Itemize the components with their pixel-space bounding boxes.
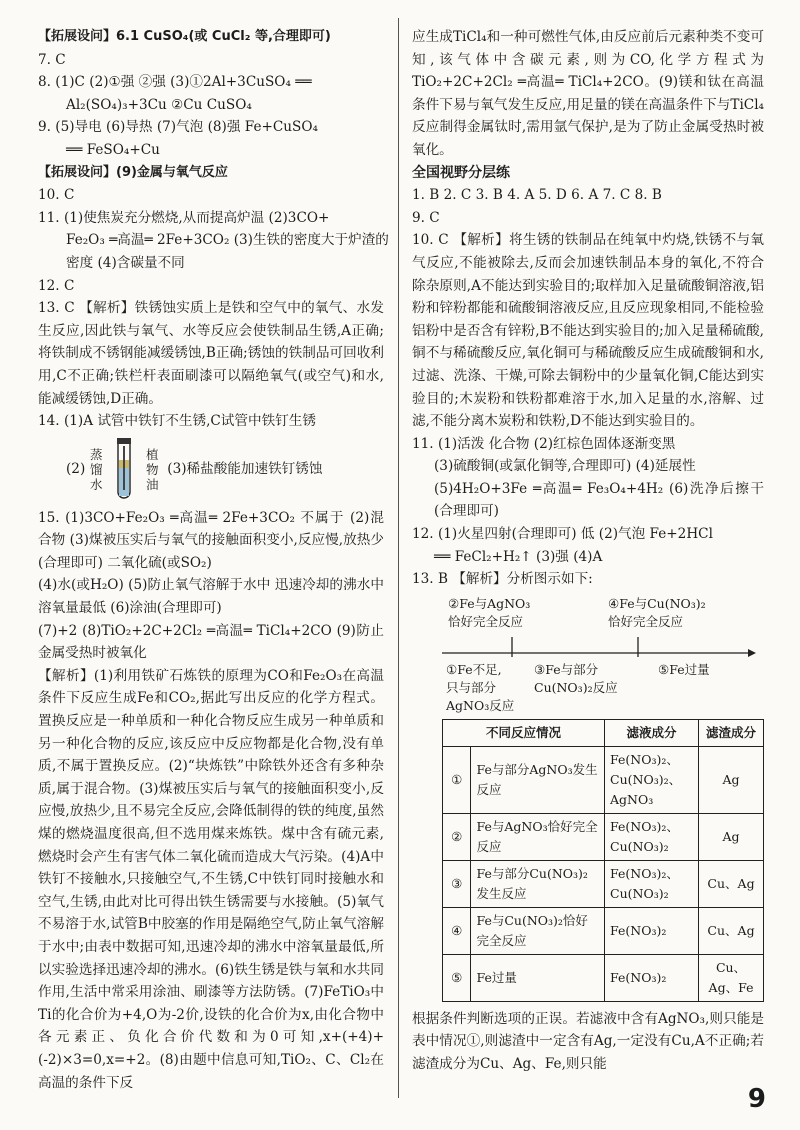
table-row: ② Fe与AgNO₃恰好完全反应 Fe(NO₃)₂、Cu(NO₃)₂ Ag [443,813,764,860]
left-column [38,26,389,1094]
test-tube-icon [109,438,139,502]
tube-part-label: (2) [66,461,86,478]
answer-8: 8. (1)C (2)①强 ②强 (3)①2Al+3CuSO₄ ══ [38,74,312,91]
diagram-label-1: ①Fe不足, [446,661,502,677]
reaction-diagram [438,595,758,713]
plant-oil-label: 植 物 油 [146,447,159,493]
table-header-filtrate: 滤液成分 [605,719,699,746]
table-row: ① Fe与部分AgNO₃发生反应 Fe(NO₃)₂、Cu(NO₃)₂、AgNO₃ Ag [443,746,764,813]
diagram-label-2b: 恰好完全反应 [448,613,524,629]
answer-14: 14. (1)A 试管中铁钉不生锈,C试管中铁钉生锈 [38,413,316,430]
answer-11-cont2-national: (5)4H₂O+3Fe ═高温═ Fe₃O₄+4H₂ (6)洗净后擦干(合理即可) [434,480,764,520]
answer-10-national: 10. C 【解析】将生锈的铁制品在纯氧中灼烧,铁锈不与氧气反应,不能被除去,反而会加速铁制品本身的氧化,不符合除杂原则,A不能达到实验目的;取样加入足量硫酸铜溶液,铝粉和锌粉都能和硫酸铜溶液反应,且反应现象相同,不能检验铝粉中是否含有锌粉,B不能达到实验目的;加入足量稀硫酸,铜不与稀硫酸反应,氧化铜可与稀硫酸反应生成硫酸铜和水,过滤、洗涤、干燥,可除去铜粉中的少量氧化铜,C能达到实验目的;木炭粉和铁粉都难溶于水,加入足量的水,溶解、过滤,不能分离木炭粉和铁粉,D不能达到实验目的。 [412,232,764,430]
answer-11-national: 11. (1)活泼 化合物 (2)红棕色固体逐渐变黑 [412,435,676,452]
answer-10: 10. C [38,187,75,204]
answer-15: 15. (1)3CO+Fe₂O₃ ═高温═ 2Fe+3CO₂ 不属于 (2)混合物 (3)煤被压实后与氧气的接触面积变小,反应慢,放热少(合理即可) 二氧化硫(或SO₂) [38,509,384,571]
extension-question-2: 【拓展设问】(9)金属与氧气反应 [38,164,228,180]
diagram-label-2: ②Fe与AgNO₃ [448,595,531,611]
answer-15-analysis: 【解析】(1)利用铁矿石炼铁的原理为CO和Fe₂O₃在高温条件下反应生成Fe和CO₂,据此写出反应的化学方程式。置换反应是一种单质和一种化合物反应生成另一种单质和另一种化合物的反应,该反应中反应物都是化合物,没有单质,不属于置换反应。(2)“块炼铁”中除铁外还含有多种杂质,属于混合物。(3)煤被压实后与氧气的接触面积变小,反应慢,放热少,且不易完全反应,会降低制得的铁的纯度,虽然煤的燃烧温度很高,但不选用煤来炼铁。煤中含有硫元素,燃烧时会产生有害气体二氧化硫而造成大气污染。(4)A中铁钉不接触水,只接触空气,不生锈,C中铁钉同时接触水和空气,生锈,由此对比可得出铁生锈需要与水接触。(5)氧气不易溶于水,试管B中胶塞的作用是隔绝空气,防止氧气溶解于水中;由表中数据可知,迅速冷却的沸水中溶氧量最低,所以实验选择迅速冷却的沸水。(6)铁生锈是铁与氧和水共同作用,生活中常采用涂油、刷漆等方法防锈。(7)FeTiO₃中Ti的化合价为+4,O为-2价,设铁的化合价为x,由化合物中各元素正、负化合价代数和为0可知,x+(+4)+(-2)×3=0,x=+2。(8)由题中信息可知,TiO₂、C、Cl₂在高温的条件下反 [38,667,384,1091]
right-column [412,26,764,1076]
answer-12: 12. C [38,277,75,294]
answers-1-8: 1. B 2. C 3. B 4. A 5. D 6. A 7. C 8. B [412,187,662,204]
diagram-label-1c: AgNO₃反应 [446,697,515,713]
diagram-label-3b: Cu(NO₃)₂反应 [534,679,618,695]
diagram-label-1b: 只与部分 [446,679,497,695]
diagram-label-4: ④Fe与Cu(NO₃)₂ [608,595,706,611]
test-tube-figure [66,437,384,503]
diagram-label-3: ③Fe与部分 [534,661,599,677]
answer-8-cont: Al₂(SO₄)₃+3Cu ②Cu CuSO₄ [66,96,252,113]
table-row: ③ Fe与部分Cu(NO₃)₂发生反应 Fe(NO₃)₂、Cu(NO₃)₂ Cu、Ag [443,860,764,907]
answer-15-cont2: (7)+2 (8)TiO₂+2C+2Cl₂ ═高温═ TiCl₄+2CO (9)防止金属受热时被氧化 [38,622,384,662]
answer-7: 7. C [38,51,66,68]
answer-13-analysis: 根据条件判断选项的正误。若滤液中含有AgNO₃,则只能是表中情况①,则滤渣中一定含有Ag,一定没有Cu,A不正确;若滤渣成分为Cu、Ag、Fe,则只能 [412,1010,764,1073]
answer-13: 13. C 【解析】铁锈蚀实质上是铁和空气中的氧气、水发生反应,因此铁与氧气、水等反应会使铁制品生锈,A正确;将铁制成不锈钢能减缓锈蚀,B正确;锈蚀的铁制品可回收利用,C不正确;铁栏杆表面刷漆可以隔绝氧气(或空气)和水,能减缓锈蚀,D正确。 [38,300,384,407]
table-row: ⑤ Fe过量 Fe(NO₃)₂ Cu、Ag、Fe [443,954,764,1001]
table-header-cases: 不同反应情况 [443,719,605,746]
answer-15-cont: (4)水(或H₂O) (5)防止氧气溶解于水中 迅速冷却的沸水中溶氧量最低 (6)涂油(合理即可) [38,577,384,617]
column-divider [398,18,399,1098]
reaction-table [442,719,764,1002]
analysis-continued: 应生成TiCl₄和一种可燃性气体,由反应前后元素种类不变可知,该气体中含碳元素,则为CO,化学方程式为TiO₂+2C+2Cl₂ ═高温═ TiCl₄+2CO。(9)镁和钛在高温条件下易与氧气发生反应,用足量的镁在高温条件下与TiCl₄反应制得金属钛时,需用氩气保护,是为了防止金属受热时被氧化。 [412,29,764,158]
answer-11-cont: Fe₂O₃ ═高温═ 2Fe+3CO₂ (3)生铁的密度大于炉渣的 [66,232,389,249]
extension-question-1: 【拓展设问】6.1 CuSO₄(或 CuCl₂ 等,合理即可) [38,29,331,44]
answer-11: 11. (1)使焦炭充分燃烧,从而提高炉温 (2)3CO+ [38,209,330,226]
page-number: 9 [747,1084,766,1114]
table-row: ④ Fe与Cu(NO₃)₂恰好完全反应 Fe(NO₃)₂ Cu、Ag [443,907,764,954]
diagram-label-5: ⑤Fe过量 [658,661,710,677]
answer-9-national: 9. C [412,209,440,226]
answer-11-cont-national: (3)硫酸铜(或氯化铜等,合理即可) (4)延展性 [434,458,696,475]
distilled-water-label: 蒸 馏 水 [90,447,103,493]
answer-12-national: 12. (1)火星四射(合理即可) 低 (2)气泡 Fe+2HCl [412,526,713,543]
answer-13-national: 13. B 【解析】分析图示如下: [412,571,593,588]
diagram-label-4b: 恰好完全反应 [608,613,684,629]
answer-9-cont: ══ FeSO₄+Cu [66,141,160,158]
answer-11-cont2: 密度 (4)含碳量不同 [66,254,185,271]
section-heading: 全国视野分层练 [412,164,510,181]
answer-14-part3: (3)稀盐酸能加速铁钉锈蚀 [167,461,323,478]
answer-9: 9. (5)导电 (6)导热 (7)气泡 (8)强 Fe+CuSO₄ [38,119,318,136]
answer-12-cont-national: ══ FeCl₂+H₂↑ (3)强 (4)A [434,548,603,565]
diagram-axis-icon [438,633,758,663]
table-header-residue: 滤渣成分 [699,719,764,746]
